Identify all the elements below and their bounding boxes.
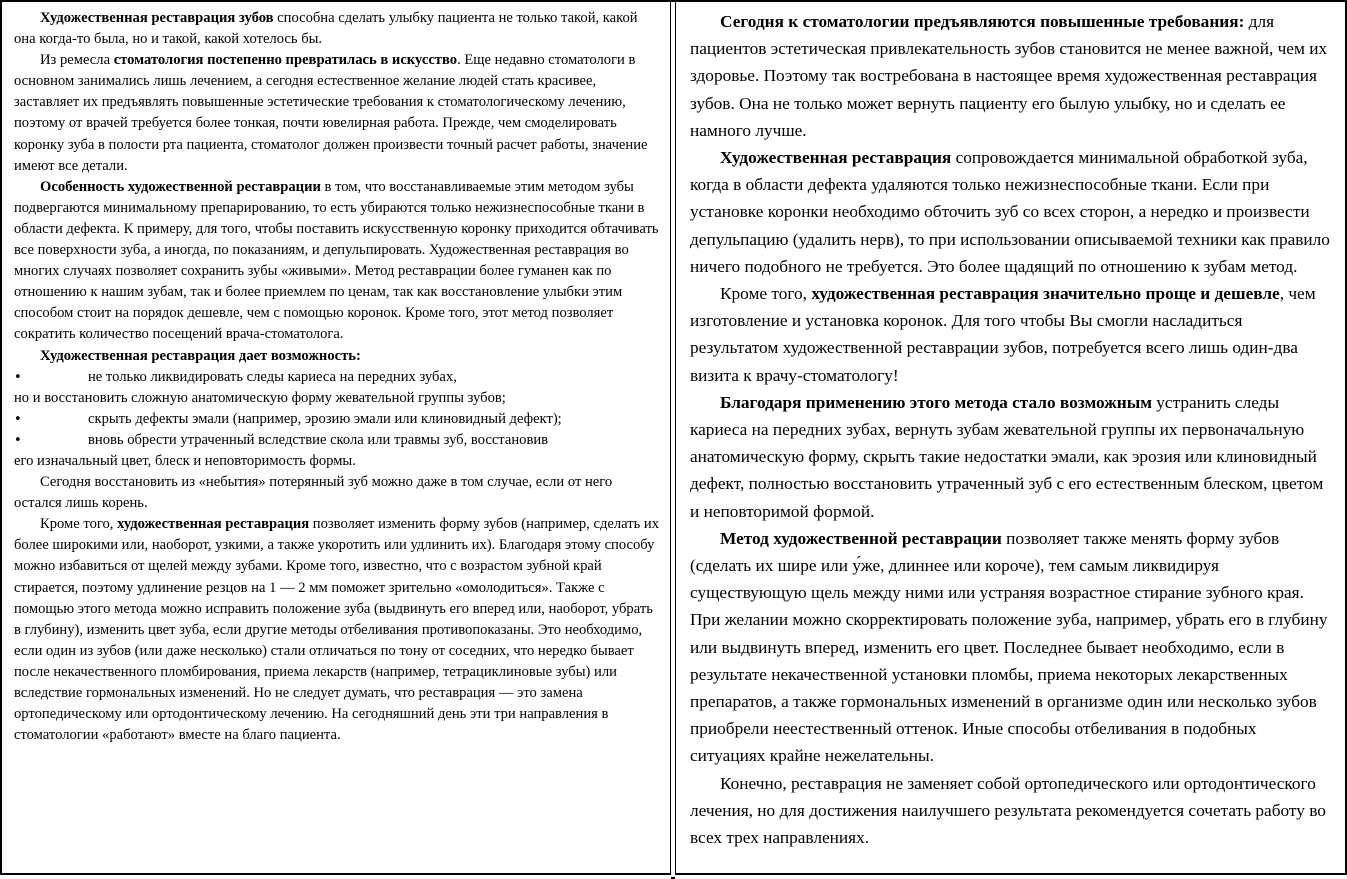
list-item	[14, 409, 660, 430]
right-p3-rest: , чем изготовление и установка коронок. Для того чтобы Вы смогли насладиться результатом художественной реставрации зубов, потребуется всего лишь один-два визита к врачу-стоматологу!	[690, 284, 1316, 385]
right-paragraph-1	[690, 8, 1333, 144]
left-p5-rest: позволяет изменить форму зубов (например, сделать их более широкими или, наоборот, узкими, а также укоротить или удлинить их). Благодаря этому способу можно избавиться от щелей между зубами. Кроме того, известно, что с возрастом зубной край стирается, поэтому удлинение резцов на 1 — 2 мм поможет зрительно «омолодиться». Также с помощью этого метода можно исправить положение зуба (выдвинуть его вперед или, наоборот, убрать в глубину), изменить цвет зуба, если другие методы отбеливания противопоказаны. Это необходимо, если один из зубов (или даже несколько) стали отличаться по тону от соседних, что нередко бывает после некачественного пломбирования, приема лекарств (например, тетрациклиновые зубы) или вследствие гормональных изменений. Но не следует думать, что реставрация — это замена ортопедическому или ортодонтическому лечению. На сегодняшний день эти три направления в стоматологии «работают» вместе на благо пациента.	[14, 516, 660, 744]
left-p2-rest: . Еще недавно стоматологи в основном занимались лишь лечением, а сегодня естественное желание людей стать красивее, заставляет их предъявлять повышенные эстетические требования к стоматологическому лечению, поэтому от врачей требуется более тонкая, почти ювелирная работа. Прежде, чем смоделировать коронку зуба в полости рта пациента, стоматолог должен произвести точный расчет работы, значение имеют все детали.	[14, 52, 648, 174]
left-p2-bold: стоматология постепенно превратилась в искусство	[113, 52, 458, 69]
left-p5-pre: Кроме того,	[40, 516, 118, 533]
right-paragraph-4	[690, 389, 1333, 525]
right-p3-bold: художественная реставрация значительно проще и дешевле	[811, 284, 1280, 304]
right-p1-bold-lead: Сегодня к стоматологии предъявляются повышенные требования:	[720, 12, 1245, 31]
bullet-first-line	[14, 430, 660, 451]
bullet-first-line	[14, 409, 660, 430]
bullet-text: не только ликвидировать следы кариеса на передних зубах,	[88, 368, 457, 385]
left-p3-rest: в том, что восстанавливаемые этим методом зубы подвергаются минимальному препарированию, то есть убираются только нежизнеспособные ткани в области дефекта. К примеру, для того, чтобы поставить искусственную коронку приходится обтачивать все поверхности зуба, а иногда, по показаниям, и депульпировать. Художественная реставрация во многих случаях позволяет сохранить зубы «живыми». Метод реставрации более гуманен как по отношению к нашим зубам, так и более приемлем по ценам, так как восстановление улыбки этим способом стоит на порядок дешевле, чем с помощью коронок. Кроме того, этот метод позволяет сократить количество посещений врача-стоматолога.	[14, 178, 659, 343]
right-text-column	[675, 0, 1347, 875]
left-list-heading	[14, 346, 660, 367]
right-p3-pre: Кроме того,	[720, 284, 812, 304]
right-p2-rest: сопровождается минимальной обработкой зуба, когда в области дефекта удаляются только нежизнеспособные ткани. Если при установке коронки необходимо обточить зуб со всех сторон, а нередко и произвести депульпацию (удалить нерв), то при использовании описываемой техники как правило ничего подобного не требуется. Это более щадящий по отношению к зубам метод.	[690, 148, 1330, 276]
left-p2-pre: Из ремесла	[40, 52, 114, 69]
right-paragraph-6: Конечно, реставрация не заменяет собой ортопедического или ортодонтического лечения, но для достижения наилучшего результата рекомендуется сочетать работу во всех трех направлениях.	[690, 773, 1326, 848]
left-p3-bold-lead: Особенность художественной реставрации	[40, 178, 321, 195]
right-paragraph-2	[690, 144, 1333, 280]
bullet-text: вновь обрести утраченный вследствие скола или травмы зуб, восстановив	[88, 431, 549, 448]
bullet-first-line	[14, 367, 660, 388]
left-bullet-list	[14, 367, 660, 472]
left-p1-bold-lead: Художественная реставрация зубов	[40, 10, 274, 26]
bullet-continuation: его изначальный цвет, блеск и неповторимость формы.	[14, 452, 356, 469]
right-p2-bold-lead: Художественная реставрация	[720, 148, 952, 168]
right-paragraph-5	[690, 525, 1333, 770]
left-paragraph-2	[14, 50, 660, 177]
left-list-heading-text: Художественная реставрация дает возможность:	[40, 347, 361, 364]
list-item	[14, 430, 660, 472]
left-paragraph-1	[14, 8, 660, 50]
right-p5-bold-lead: Метод художественной реставрации	[720, 528, 1002, 548]
left-paragraph-4: Сегодня восстановить из «небытия» потерянный зуб можно даже в том случае, если от него остался лишь корень.	[14, 474, 613, 512]
bullet-text: скрыть дефекты эмали (например, эрозию эмали или клиновидный дефект);	[88, 410, 562, 427]
right-paragraph-3	[690, 280, 1333, 389]
right-p5-rest: позволяет также менять форму зубов (сделать их шире или у́же, длиннее или короче), тем самым ликвидируя существующую щель между ними или устраняя возрастное стирание зубного края. При желании можно скорректировать положение зуба, например, убрать его в глубину или выдвинуть вперед, изменить его цвет. Последнее бывает необходимо, если в результате некачественной установки пломбы, приема некоторых лекарственных препаратов, а также гормональных изменений в организме один или несколько зубов приобрели неестественный оттенок. Иные способы отбеливания в подобных ситуациях крайне нежелательны.	[690, 528, 1328, 766]
bullet-continuation: но и восстановить сложную анатомическую форму жевательной группы зубов;	[14, 389, 506, 406]
right-p4-bold-lead: Благодаря применению этого метода стало возможным	[720, 392, 1152, 412]
bullet-icon: •	[14, 432, 22, 448]
right-p4-rest: устранить следы кариеса на передних зубах, вернуть зубам жевательной группы их первоначальную анатомическую форму, скрыть такие недостатки эмали, как эрозия или клиновидный дефект, полностью восстановить утраченный зуб с его естественным блеском, цветом и неповторимой формой.	[690, 392, 1324, 521]
list-item	[14, 367, 660, 409]
left-paragraph-3	[14, 177, 660, 346]
right-p1-rest: для пациентов эстетическая привлекательность зубов становится не менее важной, чем их здоровье. Поэтому так востребована в настоящее время художественная реставрация зубов. Она не только может вернуть пациенту его былую улыбку, но и сделать ее намного лучше.	[690, 12, 1328, 140]
left-paragraph-5	[14, 514, 660, 746]
bullet-icon: •	[14, 369, 22, 385]
left-p5-bold: художественная реставрация	[117, 516, 310, 533]
bullet-icon: •	[14, 411, 22, 427]
left-text-column	[0, 0, 671, 875]
left-p1-rest: способна сделать улыбку пациента не только такой, какой она когда-то была, но и такой, какой хотелось бы.	[14, 10, 638, 48]
